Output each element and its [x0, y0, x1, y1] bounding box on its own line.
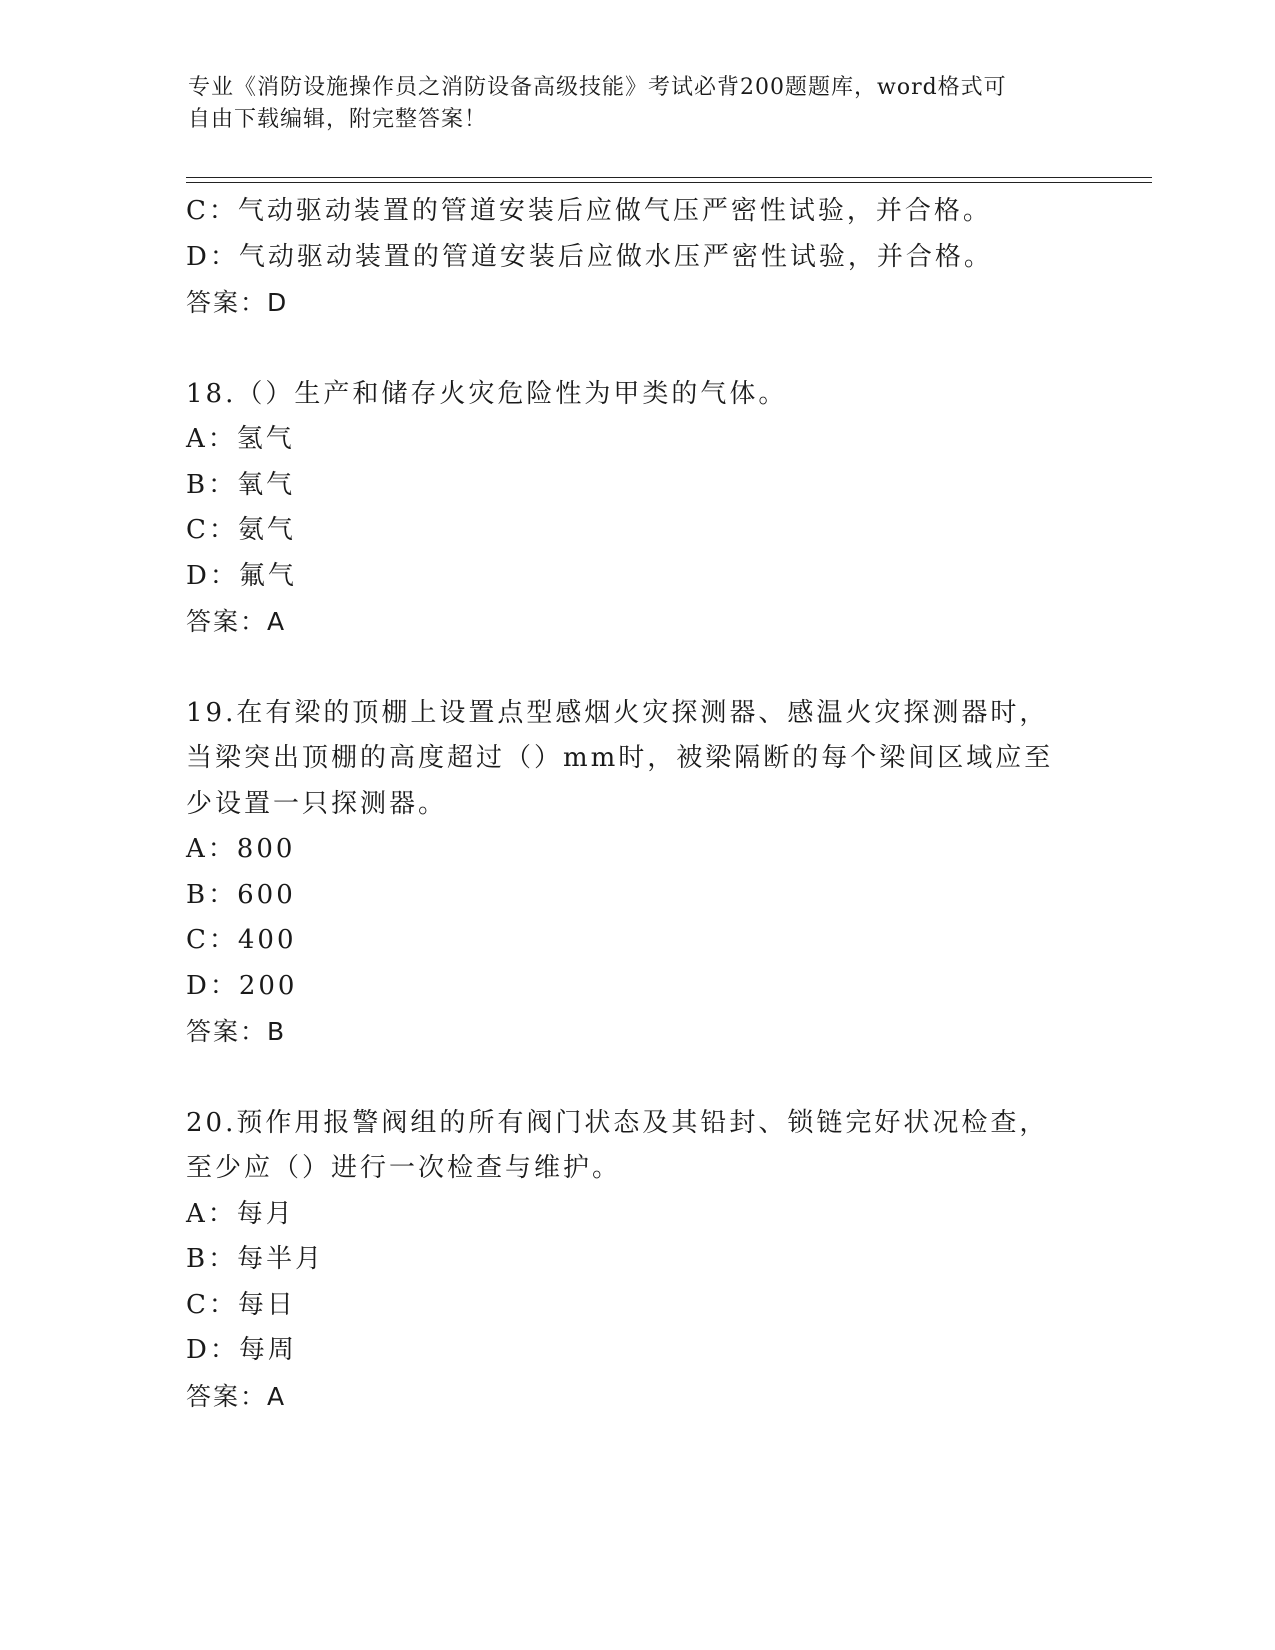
question-20 [186, 1101, 1086, 1420]
option-a: A：800 [186, 834, 296, 864]
header-line-2: 自由下载编辑，附完整答案！ [188, 107, 488, 132]
option-c: C：400 [186, 925, 297, 955]
option-b: B：600 [186, 879, 296, 910]
header-divider-top [186, 177, 1152, 178]
question-content [186, 189, 1086, 1419]
header-line-1: 专业《消防设施操作员之消防设备高级技能》考试必背200题题库，word格式可 [188, 75, 1007, 100]
question-stem: 19.在有梁的顶棚上设置点型感烟火灾探测器、感温火灾探测器时，当梁突出顶棚的高度超过（）mm时，被梁隔断的每个梁间区域应至少设置一只探测器。 [186, 697, 1054, 819]
document-header [188, 72, 1068, 136]
spacer [186, 1055, 1086, 1101]
header-divider-bottom [186, 182, 1152, 183]
option-c: C：气动驱动装置的管道安装后应做气压严密性试验，并合格。 [186, 196, 992, 226]
option-d: D：气动驱动装置的管道安装后应做水压严密性试验，并合格。 [186, 241, 993, 272]
option-b: B：氧气 [186, 469, 296, 500]
option-d: D：每周 [186, 1335, 297, 1365]
question-stem: 18.（）生产和储存火灾危险性为甲类的气体。 [186, 378, 788, 409]
option-a: A：每月 [186, 1198, 295, 1229]
answer-line: 答案：A [186, 1381, 287, 1411]
option-b: B：每半月 [186, 1244, 325, 1274]
question-stem: 20.预作用报警阀组的所有阀门状态及其铅封、锁链完好状况检查，至少应（）进行一次检查与维护。 [186, 1107, 1049, 1183]
answer-line: 答案：D [186, 288, 289, 317]
option-c: C：每日 [186, 1289, 296, 1320]
question-18 [186, 372, 1086, 645]
answer-line: 答案：A [186, 607, 287, 636]
question-19 [186, 691, 1086, 1055]
answer-line: 答案：B [186, 1017, 287, 1046]
option-d: D：氟气 [186, 560, 297, 591]
option-d: D：200 [186, 970, 298, 1001]
option-c: C：氨气 [186, 515, 296, 545]
spacer [186, 645, 1086, 691]
option-a: A：氢气 [186, 424, 295, 454]
spacer [186, 326, 1086, 372]
question-17-continuation [186, 189, 1086, 326]
